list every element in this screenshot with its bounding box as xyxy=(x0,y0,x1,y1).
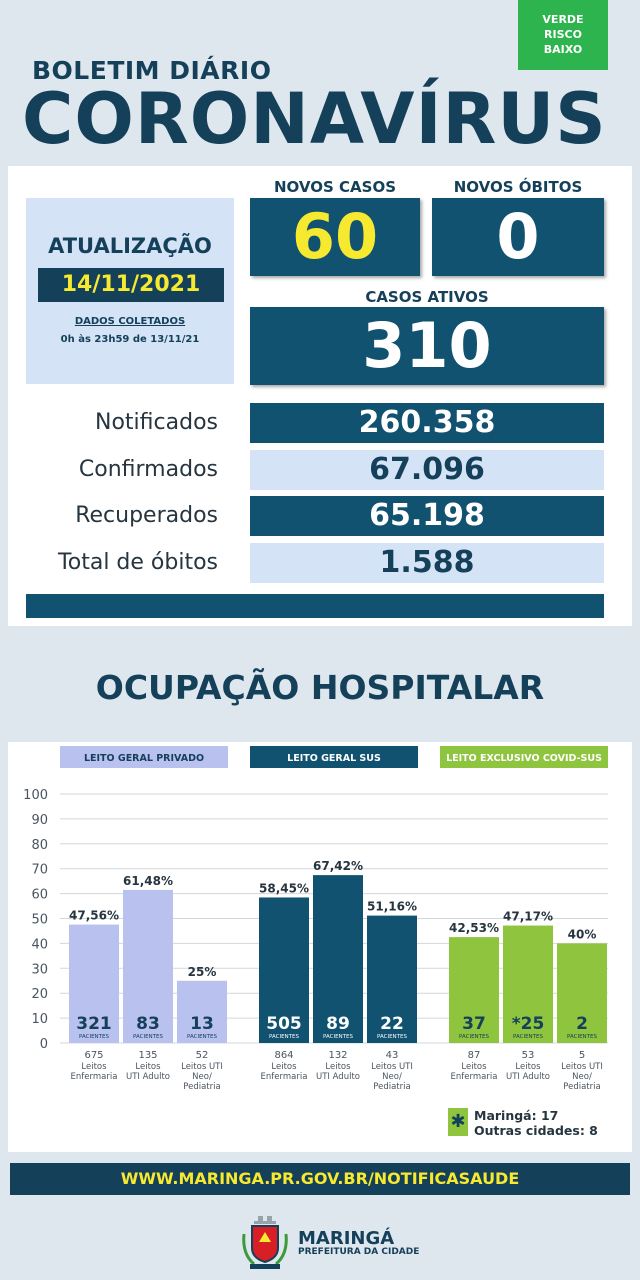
y-tick-label: 20 xyxy=(31,987,48,1003)
bar-percent-label: 40% xyxy=(567,927,597,942)
bar-beds-count: 132 xyxy=(328,1050,348,1061)
bar-patients-label: PACIENTES xyxy=(512,1034,544,1040)
collected-line1: DADOS COLETADOS xyxy=(74,316,186,327)
bar-category-label: Enfermaria xyxy=(450,1072,498,1082)
bar-patients-label: PACIENTES xyxy=(322,1034,354,1040)
stat-label-notificados: Notificados xyxy=(95,410,218,435)
bar-patients-label: PACIENTES xyxy=(186,1034,218,1040)
bar-category-label: UTI Adulto xyxy=(316,1072,360,1082)
bar-category-label: Neo/ xyxy=(572,1072,592,1082)
group-header-label: LEITO EXCLUSIVO COVID-SUS xyxy=(446,753,602,764)
risk-badge-line2: RISCO xyxy=(544,28,582,41)
y-tick-label: 40 xyxy=(31,937,48,953)
page-title: CORONAVÍRUS xyxy=(22,78,607,160)
bar-beds-count: 135 xyxy=(138,1050,158,1061)
stat-value-obitos: 1.588 xyxy=(250,543,604,583)
update-panel xyxy=(26,198,234,384)
bar-percent-label: 61,48% xyxy=(123,873,173,888)
bar-beds-count: 864 xyxy=(274,1050,294,1061)
collected-line2: 0h às 23h59 de 13/11/21 xyxy=(60,334,200,345)
bar-percent-label: 58,45% xyxy=(259,881,309,896)
new-deaths-label: NOVOS ÓBITOS xyxy=(453,178,583,196)
bar-category-label: UTI Adulto xyxy=(126,1072,170,1082)
stat-label-obitos: Total de óbitos xyxy=(58,550,218,575)
bar-category-label: Leitos xyxy=(81,1062,107,1072)
bar-beds-count: 43 xyxy=(385,1050,399,1061)
bar-percent-label: 25% xyxy=(187,964,217,979)
divider-bar xyxy=(26,594,604,618)
y-tick-label: 70 xyxy=(31,862,48,878)
bar-patients-count: 321 xyxy=(76,1014,112,1034)
hospital-section-title: OCUPAÇÃO HOSPITALAR xyxy=(95,668,545,707)
chart-note xyxy=(474,1108,598,1138)
y-tick-label: 100 xyxy=(23,788,48,803)
bar-patients-label: PACIENTES xyxy=(376,1034,408,1040)
bar-patients-label: PACIENTES xyxy=(566,1034,598,1040)
risk-badge-line3: BAIXO xyxy=(543,43,583,56)
group-header-label: LEITO GERAL PRIVADO xyxy=(83,753,205,764)
bar-beds-count: 52 xyxy=(195,1050,209,1061)
bar-percent-label: 47,17% xyxy=(503,909,553,924)
bar-patients-count: 22 xyxy=(380,1014,404,1034)
hospital-occupancy-chart xyxy=(0,740,640,1100)
bar-patients-count: 89 xyxy=(326,1014,350,1034)
bar-category-label: UTI Adulto xyxy=(506,1072,550,1082)
bar-patients-count: 13 xyxy=(190,1014,214,1034)
bar-percent-label: 42,53% xyxy=(449,921,499,936)
note-line2: Outras cidades: 8 xyxy=(474,1123,598,1138)
y-tick-label: 90 xyxy=(31,812,48,828)
update-label: ATUALIZAÇÃO xyxy=(48,234,212,258)
bar-category-label: Leitos xyxy=(135,1062,161,1072)
footer-url: WWW.MARINGA.PR.GOV.BR/NOTIFICASAUDE xyxy=(10,1163,630,1195)
bar-category-label: Enfermaria xyxy=(260,1072,308,1082)
bar-category-label: Neo/ xyxy=(382,1072,402,1082)
bar-patients-label: PACIENTES xyxy=(458,1034,490,1040)
bar-category-label: Leitos xyxy=(515,1062,541,1072)
bar-patients-label: PACIENTES xyxy=(132,1034,164,1040)
bar-percent-label: 67,42% xyxy=(313,859,363,874)
bar-patients-count: 2 xyxy=(576,1014,588,1034)
bar-category-label: Enfermaria xyxy=(70,1072,118,1082)
stat-label-confirmados: Confirmados xyxy=(78,457,218,482)
bar-patients-count: 505 xyxy=(266,1014,302,1034)
bar-beds-count: 5 xyxy=(578,1050,586,1061)
bulletin-subtitle: BOLETIM DIÁRIO xyxy=(32,56,272,85)
y-tick-label: 0 xyxy=(39,1037,48,1052)
active-cases-label: CASOS ATIVOS xyxy=(365,288,489,306)
bar-beds-count: 87 xyxy=(467,1050,481,1061)
note-line1: Maringá: 17 xyxy=(474,1108,559,1123)
risk-badge xyxy=(518,0,608,70)
stat-value-recuperados: 65.198 xyxy=(250,496,604,536)
bar-category-label: Pediatria xyxy=(183,1082,221,1092)
bar-category-label: Leitos UTI xyxy=(561,1062,603,1072)
logo-name: MARINGÁ xyxy=(298,1228,395,1249)
stat-value-notificados: 260.358 xyxy=(250,403,604,443)
new-deaths-value: 0 xyxy=(432,198,604,276)
bar-patients-count: *25 xyxy=(511,1014,545,1034)
bar-category-label: Pediatria xyxy=(563,1082,601,1092)
bar-category-label: Leitos UTI xyxy=(371,1062,413,1072)
stat-value-confirmados: 67.096 xyxy=(250,450,604,490)
y-tick-label: 50 xyxy=(31,912,48,928)
stat-label-recuperados: Recuperados xyxy=(75,503,218,528)
active-cases-value: 310 xyxy=(250,307,604,385)
bar-beds-count: 675 xyxy=(84,1050,104,1061)
group-header-label: LEITO GERAL SUS xyxy=(287,753,381,764)
asterisk-icon: ✱ xyxy=(448,1108,468,1136)
bar-category-label: Pediatria xyxy=(373,1082,411,1092)
bar-patients-count: 83 xyxy=(136,1014,160,1034)
bar-category-label: Neo/ xyxy=(192,1072,212,1082)
risk-badge-line1: VERDE xyxy=(542,13,584,26)
y-tick-label: 30 xyxy=(31,962,48,978)
logo-subtitle: PREFEITURA DA CIDADE xyxy=(298,1247,420,1257)
bar-percent-label: 47,56% xyxy=(69,908,119,923)
bar-patients-label: PACIENTES xyxy=(78,1034,110,1040)
bar-beds-count: 53 xyxy=(521,1050,535,1061)
new-cases-label: NOVOS CASOS xyxy=(274,178,396,196)
bar-category-label: Leitos xyxy=(461,1062,487,1072)
update-date: 14/11/2021 xyxy=(38,268,224,302)
y-tick-label: 10 xyxy=(31,1012,48,1028)
y-tick-label: 80 xyxy=(31,837,48,853)
y-tick-label: 60 xyxy=(31,887,48,903)
bar-category-label: Leitos xyxy=(325,1062,351,1072)
city-coat-of-arms-icon xyxy=(240,1214,290,1272)
bar-patients-label: PACIENTES xyxy=(268,1034,300,1040)
new-cases-value: 60 xyxy=(250,198,420,276)
bar-percent-label: 51,16% xyxy=(367,899,417,914)
bar-category-label: Leitos UTI xyxy=(181,1062,223,1072)
bar-category-label: Leitos xyxy=(271,1062,297,1072)
bar-patients-count: 37 xyxy=(462,1014,486,1034)
